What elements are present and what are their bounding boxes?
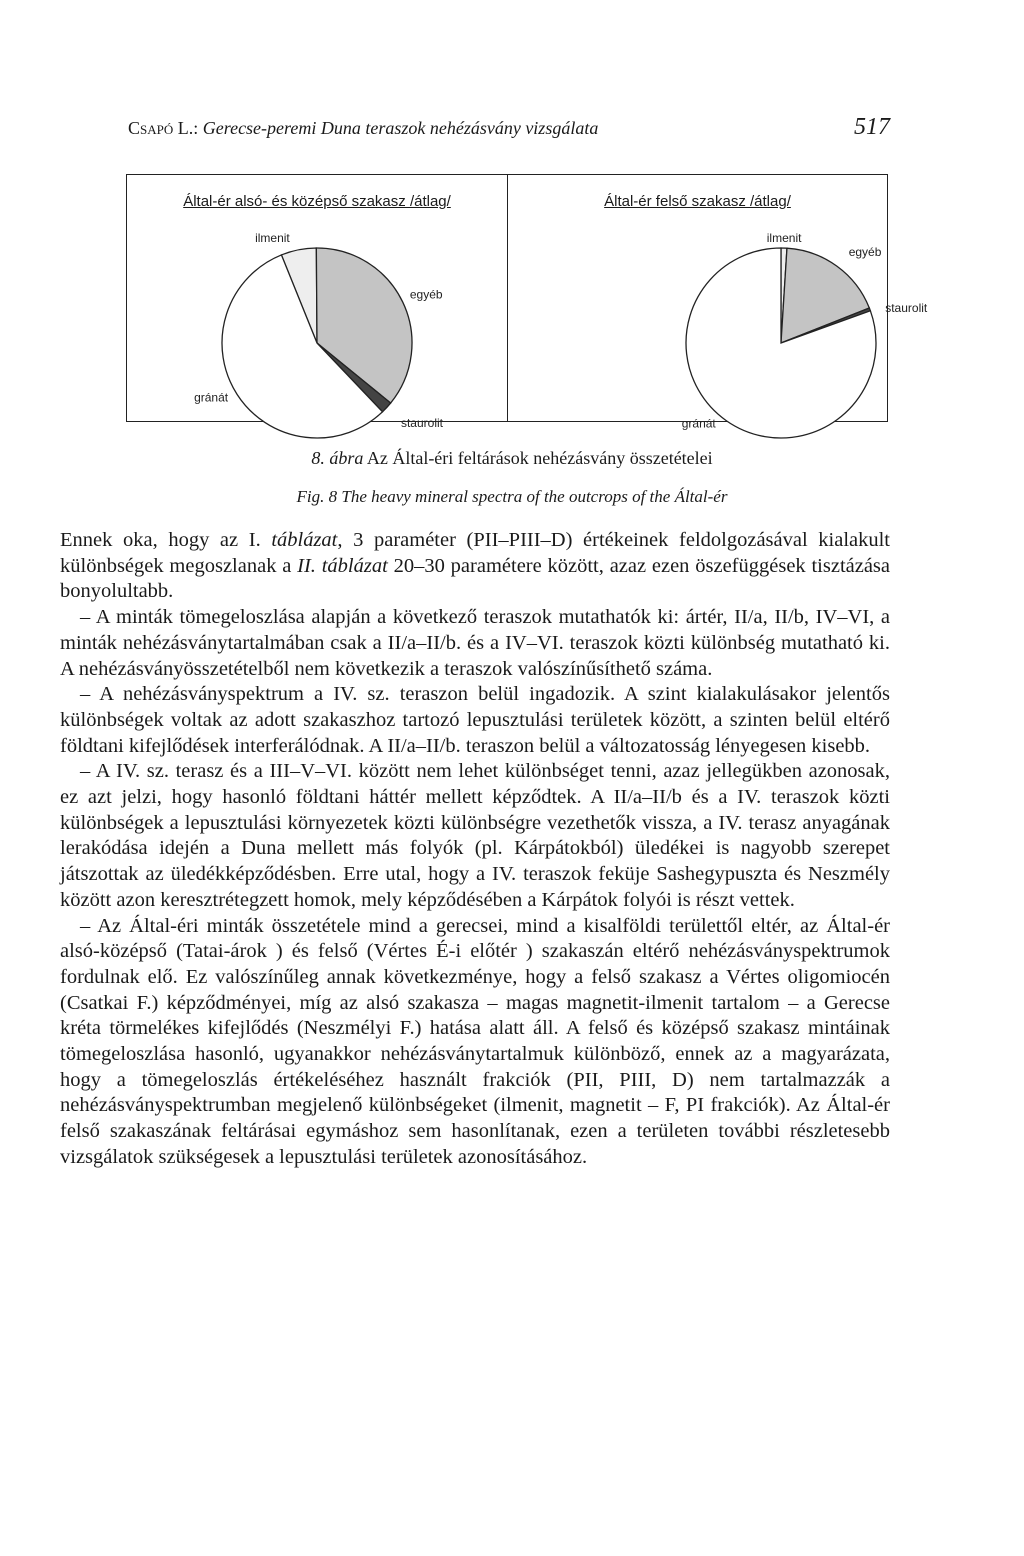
text-run: 20–30 paramétere között, azaz ezen öszefüggések tisztázása bonyolultabb.: [60, 554, 891, 603]
paragraph: – A IV. sz. terasz és a III–V–VI. között nem lehet különbséget tenni, azaz jellegükben azonosak, ez azt jelzi, hogy hasonló földtani háttér mellett képződtek. A II/a–II/b és a IV. teraszok közti különbségek a lepusztulási környezetek közti különbségre vezethetők vissza, a IV. terasz anyagának lerakódása idején a Duna mellett más folyók (pl. Kárpátokból) üledékei is nagyobb szerepet játszottak az üledékképződésben. Erre utal, hogy a IV. teraszok feküje Sashegypuszta és Neszmély között azon keresztrétegzett homok, mely képződésében a Kárpátok folyói is részt vettek.: [60, 760, 890, 911]
pie-label-staurolit: staurolit: [885, 300, 928, 315]
text-run: táblázat: [271, 529, 338, 551]
pie-label-gránát: gránát: [681, 416, 716, 431]
pie-chart-upper: [508, 175, 928, 431]
pie-label-ilmenit: ilmenit: [255, 230, 290, 245]
article-title: Gerecse-peremi Duna teraszok nehézásvány vizsgálata: [202, 118, 599, 138]
pie-svg-left: [127, 175, 507, 431]
paragraph: – A nehézásványspektrum a IV. sz. teraszon belül ingadozik. A szint kialakulásakor jelentős különbségek voltak az adott szakaszhoz tartozó lepusztulási területek között, a szinten belül eltérő földtani kifejlődések interferálódnak. A II/a–II/b. teraszon belül a változatosság lényegesen kisebb.: [60, 683, 890, 757]
pie-label-egyéb: egyéb: [409, 287, 443, 302]
chart-title: Által-ér felső szakasz /átlag/: [604, 193, 791, 210]
figure-caption-english: Fig. 8 The heavy mineral spectra of the outcrops of the Által-ér: [296, 487, 728, 506]
figure-8: [126, 174, 928, 431]
running-head: [128, 114, 890, 148]
figure-caption-hungarian: [0, 448, 1024, 469]
paragraph: – A minták tömegeloszlása alapján a következő teraszok mutathatók ki: ártér, II/a, II/b, IV–VI, a minták nehézásványtartalmában csak a II/a–II/b. és a IV–VI. teraszok közti különbség mutatható ki. A nehézásványösszetételből nem következik a teraszok valószínűsíthető száma.: [60, 606, 890, 680]
figure-number: 8. ábra: [311, 448, 364, 468]
pie-chart-lower-middle: [127, 175, 508, 431]
page-number: 517: [854, 114, 890, 140]
pie-label-egyéb: egyéb: [848, 245, 882, 260]
pie-label-ilmenit: ilmenit: [766, 231, 802, 246]
chart-title: Által-ér alsó- és középső szakasz /átlag/: [183, 193, 451, 210]
pie-label-staurolit: staurolit: [400, 416, 444, 431]
text-run: II. táblázat: [297, 554, 388, 577]
paragraph: – Az Által-éri minták összetétele mind a gerecsei, mind a kisalföldi területtől eltér, az Által-ér alsó-középső (Tatai-árok ) és felső (Vértes É-i előtér ) szakaszán eltérő nehézásványspektrumok fordulnak elő. Ez valószínűleg annak következménye, hogy a felső szakasz a Vértes oligomiocén (Csatkai F.) képződményei, míg az alsó szakasza – magas magnetit-ilmenit tartalom – a Gerecse kréta törmelékes kifejlődés (Neszmélyi F.) hatása alatt áll. A felső és középső szakasz mintáinak tömegeloszlása hasonló, ugyanakkor nehézásványtartalmuk különböző, ennek az a magyarázata, hogy a tömegeloszlás értékeléséhez használt frakciók (PII, PIII, D) nem tartalmazzák a nehézásványspektrumban megjelenő különbségeket (ilmenit, magnetit – F, PI frakciók). Az Által-ér felső szakaszának feltárásai egymáshoz sem hasonlítanak, ezen a területen további részletesebb vizsgálatok szükségesek a lepusztulási területek azonosításához.: [60, 914, 890, 1168]
paragraph: [60, 528, 890, 605]
text-run: , 3 paraméter (PII–PIII–D) értékeinek feldolgozásával kialakult különbségek megoszlanak a: [60, 529, 891, 577]
caption-text: Az Által-éri feltárások nehézásvány összetételei: [363, 448, 713, 468]
running-title: [128, 118, 598, 139]
pie-label-gránát: gránát: [194, 390, 229, 405]
text-run: Ennek oka, hogy az I.: [60, 529, 272, 551]
pie-svg-right: [508, 175, 928, 431]
author-name: Csapó L.:: [128, 118, 199, 138]
body-text: [60, 528, 890, 1171]
